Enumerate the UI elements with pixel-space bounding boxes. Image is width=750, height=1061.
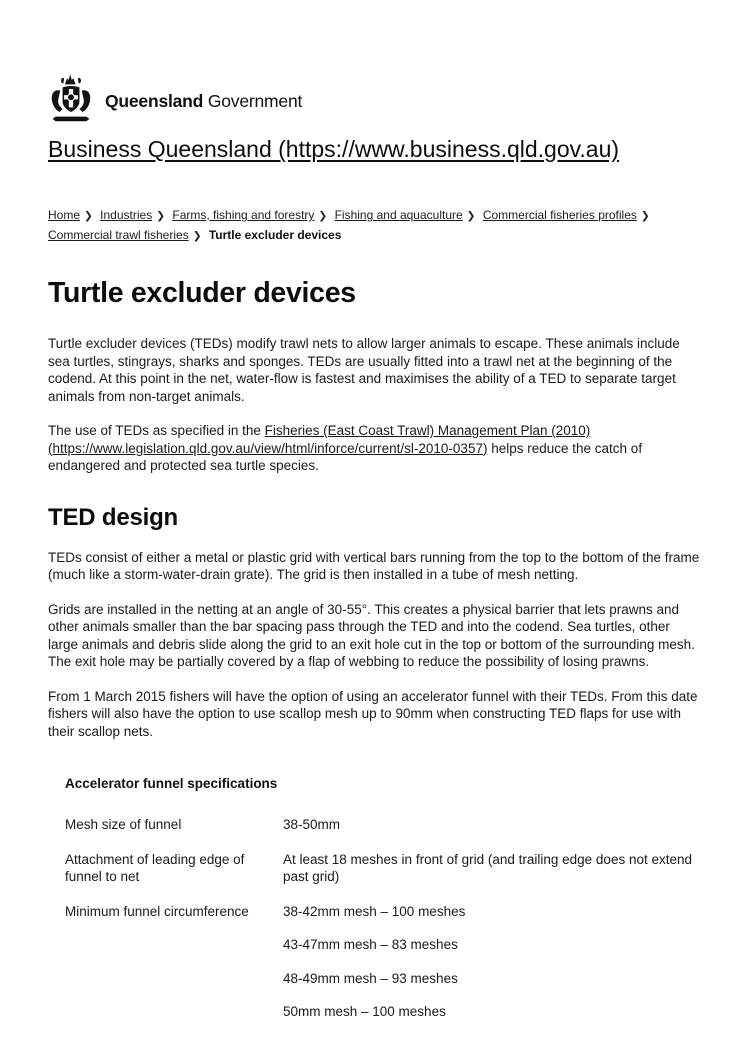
breadcrumb-current-page: Turtle excluder devices <box>208 228 342 242</box>
spec-value: 48-49mm mesh – 93 meshes <box>283 970 458 986</box>
logo-word-queensland: Queensland <box>105 90 204 111</box>
spec-value: 43-47mm mesh – 83 meshes <box>283 937 458 952</box>
spec-row-label-attachment: Attachment of leading edge of funnel to net <box>65 851 245 884</box>
logo-word-government: Government <box>207 90 303 111</box>
intro-paragraph-2 <box>48 422 700 475</box>
breadcrumb-link-commercial-fisheries-profiles[interactable]: Commercial fisheries profiles <box>482 208 637 222</box>
breadcrumb-link-industries[interactable]: Industries <box>100 208 153 222</box>
intro-paragraph-1: Turtle excluder devices (TEDs) modify trawl nets to allow larger animals to escape. These animals include sea turtles, stingrays, sharks and sponges. TEDs are usually fitted into a trawl net at the beginning of the codend. At this point in the net, water-flow is fastest and maximises the ability of a TED to separate target animals from non-target animals. <box>48 336 680 404</box>
chevron-right-icon: ❯ <box>156 210 166 222</box>
chevron-right-icon: ❯ <box>192 230 202 242</box>
spec-row-label-min-circumference: Minimum funnel circumference <box>65 903 249 919</box>
section-heading-ted-design: TED design <box>48 503 179 531</box>
spec-value: 38-42mm mesh – 100 meshes <box>283 903 466 919</box>
spec-row-label-mesh-size: Mesh size of funnel <box>65 817 182 832</box>
chevron-right-icon: ❯ <box>318 210 328 222</box>
fisheries-management-plan-link[interactable]: Fisheries (East Coast Trawl) Management Plan (2010) (https://www.legislation.qld.gov.au/view/html/inforce/current/sl-2010-0357) <box>48 423 591 456</box>
ted-design-paragraph-1: TEDs consist of either a metal or plastic grid with vertical bars running from the top to the bottom of the frame (much like a storm-water-drain grate). The grid is then installed in a tube of mesh netting. <box>48 549 700 582</box>
qld-coat-of-arms-icon <box>48 72 94 131</box>
qld-government-logo <box>48 73 700 129</box>
page-title: Turtle excluder devices <box>48 277 356 309</box>
accelerator-funnel-spec-table <box>65 776 700 1021</box>
breadcrumb <box>48 206 700 246</box>
spec-value: 38-50mm <box>283 817 341 832</box>
spec-value: 50mm mesh – 100 meshes <box>283 1004 446 1019</box>
chevron-right-icon: ❯ <box>466 210 476 222</box>
chevron-right-icon: ❯ <box>84 210 93 222</box>
ted-design-paragraph-2: Grids are installed in the netting at an angle of 30-55°. This creates a physical barrier that lets prawns and other animals smaller than the bar spacing pass through the TED and into the codend. Sea turtles, other large animals and debris slide along the grid to an exit hole cut in the top or bottom of the surrounding mesh. The exit hole may be partially covered by a flap of webbing to reduce the possibility of losing prawns. <box>48 601 695 669</box>
spec-row-value-mesh-size <box>283 816 700 834</box>
spec-table-caption: Accelerator funnel specifications <box>65 776 278 791</box>
spec-row-value-min-circumference <box>283 903 700 1021</box>
qld-government-wordmark <box>105 91 302 112</box>
breadcrumb-link-home[interactable]: Home <box>48 208 81 222</box>
chevron-right-icon: ❯ <box>640 210 650 222</box>
intro-p2-text-after: helps reduce the catch of endangered and protected sea turtle species. <box>48 440 643 473</box>
ted-design-paragraph-3: From 1 March 2015 fishers will have the option of using an accelerator funnel with their TEDs. From this date fishers will also have the option to use scallop mesh up to 90mm when constructing TED flaps for use with their scallop nets. <box>48 688 698 739</box>
breadcrumb-link-commercial-trawl-fisheries[interactable]: Commercial trawl fisheries <box>48 228 189 242</box>
breadcrumb-link-farms-fishing-forestry[interactable]: Farms, fishing and forestry <box>172 208 315 222</box>
article-body <box>48 335 700 1021</box>
intro-p2-text-before: The use of TEDs as specified in the <box>48 423 265 438</box>
spec-value: At least 18 meshes in front of grid (and trailing edge does not extend past grid) <box>283 851 693 884</box>
spec-row-value-attachment <box>283 851 700 886</box>
breadcrumb-link-fishing-aquaculture[interactable]: Fishing and aquaculture <box>334 208 463 222</box>
business-queensland-site-link[interactable]: Business Queensland (https://www.business.qld.gov.au) <box>48 136 620 162</box>
